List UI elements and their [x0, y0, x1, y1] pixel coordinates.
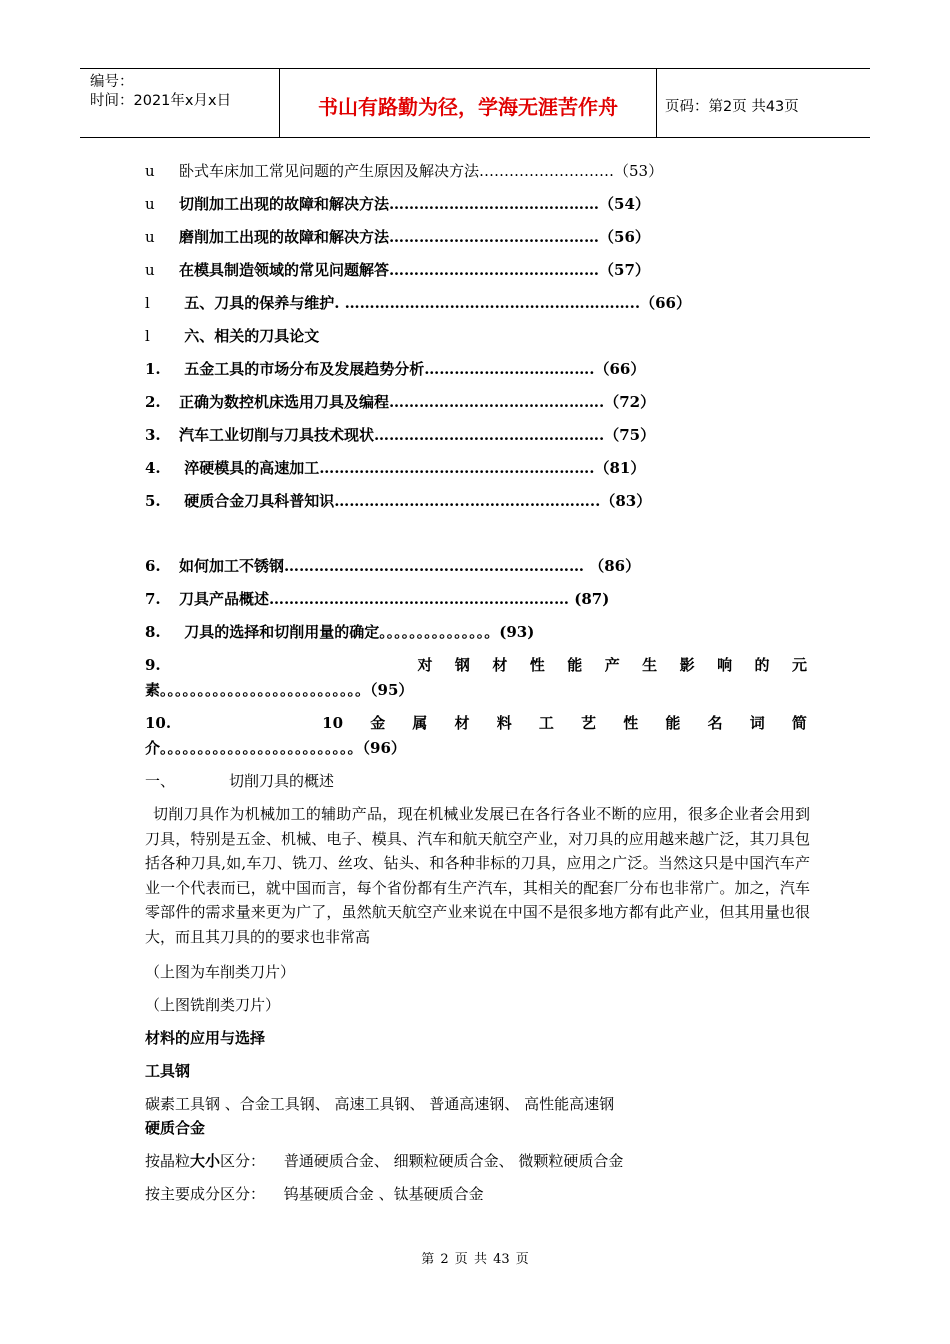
header-motto: 书山有路勤为径，学海无涯苦作舟	[280, 69, 657, 137]
toc-item: 1. 五金工具的市场分布及发展趋势分析…………………………….（66）	[145, 360, 646, 378]
toc-item: l 五、刀具的保养与维护. …………………………………………………..（66）	[145, 294, 691, 312]
toc-item: 7. 刀具产品概述…………………………………………………… (87)	[145, 590, 610, 608]
toc-item-10-line: 10. 10 金 属 材 料 工 艺 性 能 名 词 简	[145, 714, 807, 732]
figure-caption-turning: （上图为车削类刀片）	[145, 963, 296, 981]
toc-item: 5. 硬质合金刀具科普知识……………………...……………………..（83）	[145, 492, 652, 510]
figure-caption-milling: （上图铣削类刀片）	[145, 996, 281, 1014]
number-label: 编号：	[90, 74, 134, 90]
toc-item-9-line: 9. 对 钢 材 性 能 产 生 影 响 的 元	[145, 656, 807, 674]
grain-size-row: 按晶粒大小区分： 普通硬质合金、 细颗粒硬质合金、 微颗粒硬质合金	[145, 1152, 624, 1170]
toc-item: 3. 汽车工业切削与刀具技术现状……………………………………….（75）	[145, 426, 656, 444]
page-header	[80, 68, 870, 138]
header-info	[80, 69, 280, 137]
tool-steel-list: 碳素工具钢 、合金工具钢、 高速工具钢、 普通高速钢、 高性能高速钢	[145, 1095, 615, 1113]
toc-item: l 六、相关的刀具论文	[145, 327, 320, 345]
header-page-info: 页码：第2页 共43页	[665, 98, 799, 115]
toc-item: u 卧式车床加工常见问题的产生原因及解决方法………………………（53）	[145, 162, 664, 180]
toc-item-10-cont: 介。。。。。。。。。。。。。。。。。。。。。。。。。。（96）	[145, 739, 406, 757]
toc-item-9-cont: 素。。。。。。。。。。。。。。。。。。。。。。。。。。。（95）	[145, 681, 414, 699]
page-footer: 第 2 页 共 43 页	[421, 1252, 529, 1267]
carbide-heading: 硬质合金	[145, 1119, 206, 1137]
toc-item: 2. 正确为数控机床选用刀具及编程…………………………………….（72）	[145, 393, 656, 411]
section-heading: 一、 切削刀具的概述	[145, 772, 335, 790]
toc-item: 8. 刀具的选择和切削用量的确定。。。。。。。。。。。。。。。(93)	[145, 623, 535, 641]
date-label: 时间：2021年x月x日	[90, 93, 232, 109]
tool-steel-heading: 工具钢	[145, 1062, 191, 1080]
toc-item: u 磨削加工出现的故障和解决方法……………………………………（56）	[145, 228, 650, 246]
toc-item: u 切削加工出现的故障和解决方法……………………………………（54）	[145, 195, 650, 213]
toc-item: 4. 淬硬模具的高速加工……………………………………………….（81）	[145, 459, 646, 477]
intro-paragraph: 切削刀具作为机械加工的辅助产品，现在机械业发展已在各行各业不断的应用，很多企业者会用到刀具，特别是五金、机械、电子、模具、汽车和航天航空产业，对刀具的应用越来越广泛，其刀具包括各种刀具,如,车刀、铣刀、丝攻、钻头、和各种非标的刀具，应用之广泛。当然这只是中国汽车产业一个代表而已，就中国而言，每个省份都有生产汽车，其相关的配套厂分布也非常广。加之，汽车零部件的需求量来更为广了，虽然航天航空产业来说在中国不是很多地方都有此产业，但其用量也很大，而且其刀具的的要求也非常高	[145, 805, 810, 946]
toc-item: 6. 如何加工不锈钢…………………………………………………… （86）	[145, 557, 641, 575]
materials-heading: 材料的应用与选择	[145, 1029, 266, 1047]
toc-item: u 在模具制造领域的常见问题解答……………………………………（57）	[145, 261, 650, 279]
composition-row: 按主要成分区分： 钨基硬质合金 、钛基硬质合金	[145, 1185, 484, 1203]
